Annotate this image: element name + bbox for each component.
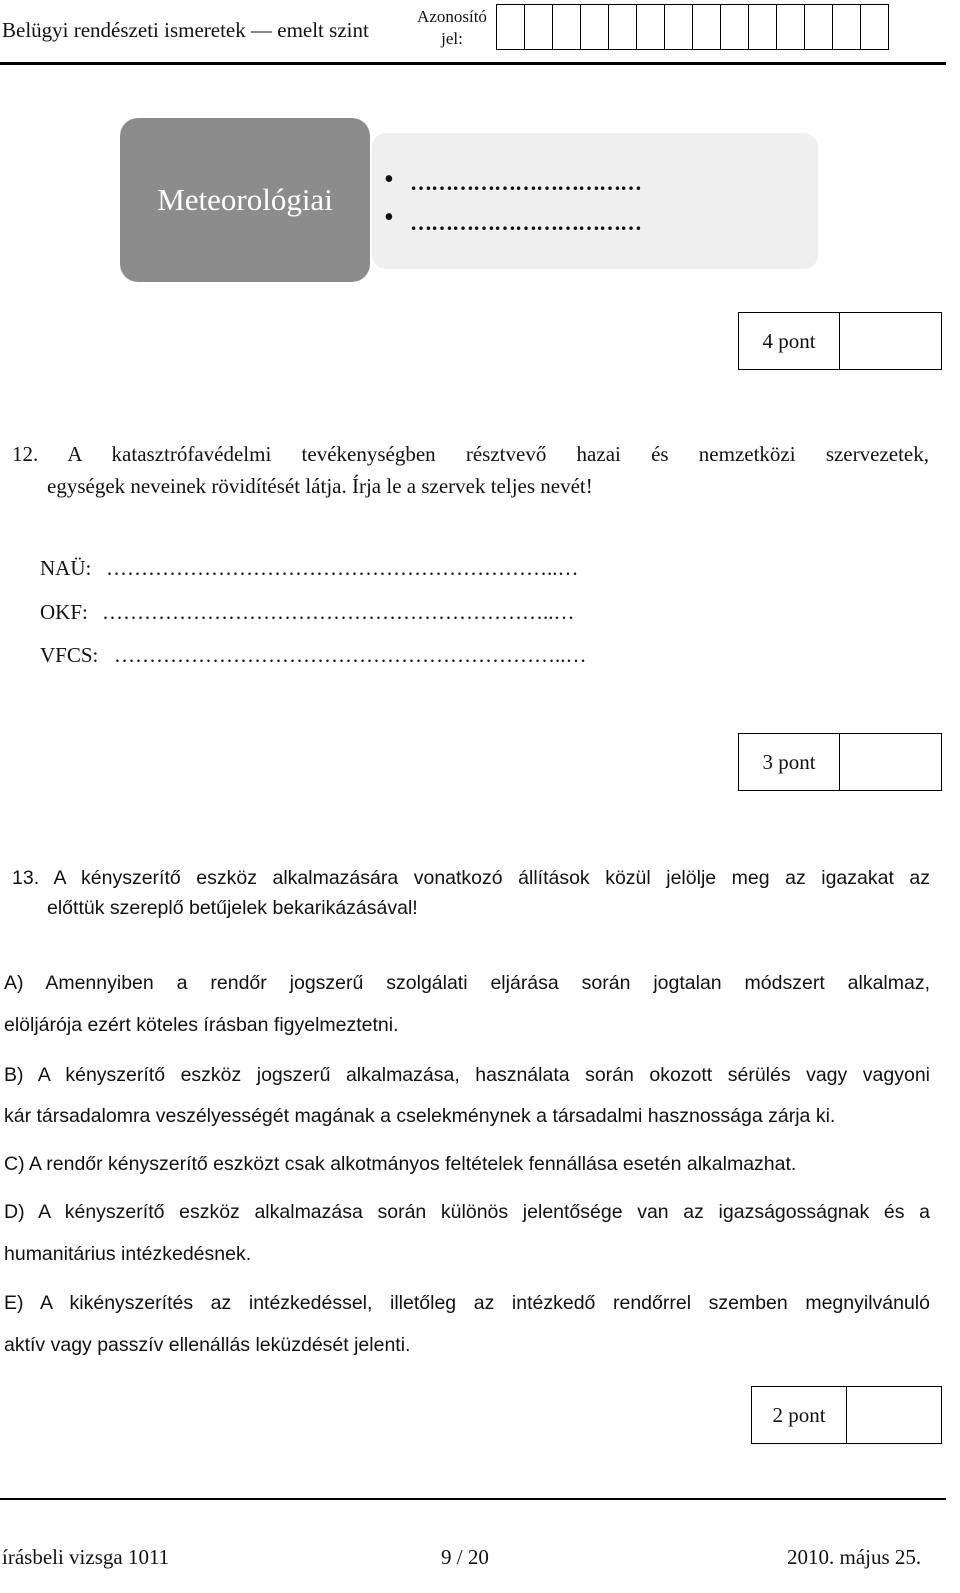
score-label: 3 pont [739, 734, 840, 790]
figure-answer-line-2: …………………………… [410, 210, 641, 235]
q13-option-b-line-1[interactable]: B) A kényszerítő eszköz jogszerű alkalmazása, használata során okozott sérülés vagy vagyoni [4, 1064, 930, 1086]
id-digit-box[interactable] [748, 4, 777, 50]
score-label: 2 pont [752, 1387, 847, 1443]
score-box-2 [751, 1386, 942, 1444]
figure-category-label: Meteorológiai [157, 182, 333, 217]
score-entry-cell[interactable] [840, 313, 941, 369]
id-digit-box[interactable] [804, 4, 833, 50]
id-boxes [497, 4, 889, 50]
id-digit-box[interactable] [720, 4, 749, 50]
q12-okf-answer-line[interactable]: ………………………………………………………..… [102, 600, 575, 624]
q12-naue-label: NAÜ: [40, 556, 92, 580]
score-label: 4 pont [739, 313, 840, 369]
footer-date: 2010. május 25. [787, 1545, 922, 1569]
id-digit-box[interactable] [580, 4, 609, 50]
id-label [412, 6, 492, 50]
q13-option-e-line-2: aktív vagy passzív ellenállás leküzdését jelenti. [4, 1334, 411, 1356]
figure-bullet-1: • [384, 164, 394, 195]
footer-rule [0, 1498, 946, 1500]
figure-bullet-2: • [384, 202, 394, 233]
id-digit-box[interactable] [552, 4, 581, 50]
q12-naue-answer-line[interactable]: ………………………………………………………..… [106, 556, 579, 580]
id-digit-box[interactable] [860, 4, 889, 50]
q13-prompt-line-2: előttük szereplő betűjelek bekarikázásával! [47, 897, 418, 919]
score-box-3 [738, 733, 942, 791]
q13-option-a-line-2: elöljárója ezért köteles írásban figyelmeztetni. [4, 1014, 399, 1036]
id-label-line-2: jel: [441, 29, 463, 48]
q12-okf-label: OKF: [40, 600, 88, 624]
footer-exam-code: írásbeli vizsga 1011 [2, 1545, 170, 1569]
q13-option-e-line-1[interactable]: E) A kikényszerítés az intézkedéssel, illetőleg az intézkedő rendőrrel szemben megnyilvánuló [4, 1292, 930, 1314]
id-digit-box[interactable] [832, 4, 861, 50]
q13-option-a-line-1[interactable]: A) Amennyiben a rendőr jogszerű szolgálati eljárása során jogtalan módszert alkalmaz, [4, 972, 930, 994]
q13-option-c-line-1[interactable]: C) A rendőr kényszerítő eszközt csak alkotmányos feltételek fennállása esetén alkalmazhat. [4, 1153, 797, 1175]
score-entry-cell[interactable] [847, 1387, 941, 1443]
header-rule [0, 62, 946, 65]
figure-answer-panel [372, 133, 818, 269]
id-digit-box[interactable] [692, 4, 721, 50]
q13-prompt-line-1: 13. A kényszerítő eszköz alkalmazására vonatkozó állítások közül jelölje meg az igazakat az [12, 867, 930, 889]
id-digit-box[interactable] [776, 4, 805, 50]
q12-vfcs-label: VFCS: [40, 643, 99, 667]
q12-prompt-line-1: 12. A katasztrófavédelmi tevékenységben résztvevő hazai és nemzetközi szervezetek, [12, 442, 929, 466]
id-digit-box[interactable] [636, 4, 665, 50]
q12-vfcs-answer-line[interactable]: ………………………………………………………..… [114, 643, 587, 667]
id-digit-box[interactable] [608, 4, 637, 50]
q13-option-d-line-1[interactable]: D) A kényszerítő eszköz alkalmazása során különös jelentősége van az igazságosságnak és a [4, 1201, 930, 1223]
score-entry-cell[interactable] [840, 734, 941, 790]
footer-page-number: 9 / 20 [441, 1545, 489, 1569]
figure-answer-line-1: …………………………… [410, 170, 641, 195]
q13-option-b-line-2: kár társadalomra veszélyességét magának a cselekménynek a társadalmi hasznossága zárja ki. [4, 1105, 836, 1127]
id-label-line-1: Azonosító [417, 7, 487, 26]
score-box-4 [738, 312, 942, 370]
page-header-title: Belügyi rendészeti ismeretek — emelt szint [2, 18, 369, 42]
id-digit-box[interactable] [664, 4, 693, 50]
q13-option-d-line-2: humanitárius intézkedésnek. [4, 1243, 252, 1265]
id-digit-box[interactable] [524, 4, 553, 50]
id-digit-box[interactable] [496, 4, 525, 50]
q12-prompt-line-2: egységek neveinek rövidítését látja. Írja le a szervek teljes nevét! [47, 474, 593, 498]
